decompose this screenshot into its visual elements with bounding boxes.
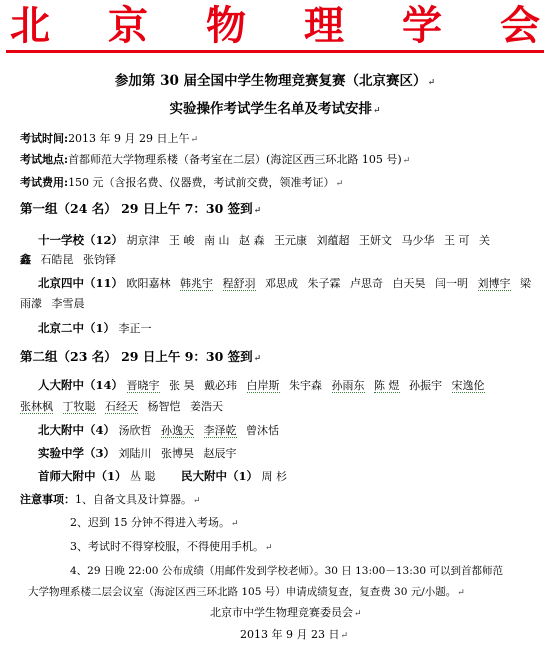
student-name: 张 昊 bbox=[169, 379, 195, 392]
student-name: 汤欣哲 bbox=[118, 424, 152, 437]
student-name: 刘博宇 bbox=[477, 277, 511, 290]
school-row-continued bbox=[20, 399, 229, 415]
student-name: 石经天 bbox=[105, 400, 138, 413]
document-title: 参加第 30 届全国中学生物理竞赛复赛（北京赛区）↵ bbox=[114, 73, 436, 89]
student-name: 曾沐恬 bbox=[246, 424, 280, 437]
school-row: 实验中学（3） 刘陆川 张博昊 赵辰宇 bbox=[38, 446, 237, 460]
student-name: 张博昊 bbox=[161, 447, 195, 460]
title-char: 北 bbox=[10, 3, 50, 49]
student-name: 石皓昆 bbox=[40, 253, 74, 266]
student-name: 孙雨东 bbox=[331, 379, 365, 392]
student-name: 胡京津 bbox=[126, 234, 160, 247]
student-name: 邓思成 bbox=[265, 277, 299, 290]
student-name: 宋逸伦 bbox=[451, 379, 485, 392]
student-name: 赵辰宇 bbox=[203, 447, 237, 460]
student-name: 白天昊 bbox=[392, 277, 426, 290]
student-name: 鑫 bbox=[20, 253, 31, 266]
student-name: 雨濛 bbox=[20, 297, 42, 310]
student-name: 姜浩天 bbox=[190, 400, 223, 413]
notes-item: 3、考试时不得穿校服，不得使用手机。↵ bbox=[70, 540, 273, 553]
student-name: 孙逸天 bbox=[161, 424, 195, 437]
school-row-continued bbox=[20, 296, 91, 312]
student-name: 丛 聪 bbox=[130, 470, 156, 483]
student-name: 程舒羽 bbox=[222, 277, 256, 290]
student-name: 周 杉 bbox=[261, 470, 288, 483]
exam-fee: 考试费用:150 元（含报名费、仪器费，考试前交费，领准考证）↵ bbox=[20, 176, 344, 189]
student-name: 刘陆川 bbox=[118, 447, 152, 460]
student-name: 南 山 bbox=[204, 234, 230, 247]
student-name: 晋晓宇 bbox=[126, 379, 160, 392]
header-divider bbox=[6, 50, 544, 53]
student-name: 白岸斯 bbox=[246, 379, 280, 392]
school-row: 北京二中（1） 李正一 bbox=[38, 321, 152, 335]
student-name: 马少华 bbox=[401, 234, 435, 247]
student-name: 韩兆宇 bbox=[180, 277, 214, 290]
student-name: 王妍文 bbox=[359, 234, 393, 247]
student-name: 陈 煜 bbox=[374, 379, 400, 392]
student-name: 王 峻 bbox=[169, 234, 195, 247]
school-row: 北京四中（11） 欧阳嘉林 韩兆宇 程舒羽 邓思成 朱子霖 卢思奇 白天昊 闫一明 刘博宇 梁 bbox=[38, 276, 532, 290]
student-name: 张林枫 bbox=[20, 400, 53, 413]
student-name: 孙振宇 bbox=[409, 379, 443, 392]
title-char: 理 bbox=[304, 3, 344, 49]
student-name: 李雪晨 bbox=[51, 297, 85, 310]
school-row: 首师大附中（1） 丛 聪 民大附中（1） 周 杉 bbox=[38, 469, 288, 483]
student-name: 王元康 bbox=[274, 234, 308, 247]
student-name: 梁 bbox=[520, 277, 532, 290]
student-name: 刘蕴超 bbox=[316, 234, 350, 247]
student-name: 丁牧聪 bbox=[62, 400, 96, 413]
exam-place: 考试地点:首都师范大学物理系楼（备考室在二层）(海淀区西三环北路 105 号)↵ bbox=[20, 153, 411, 166]
title-char: 学 bbox=[402, 3, 442, 49]
student-name: 李正一 bbox=[118, 322, 152, 335]
notes-item: 2、迟到 15 分钟不得进入考场。↵ bbox=[70, 516, 239, 529]
school-row: 北大附中（4） 汤欣哲 孙逸天 李泽乾 曾沐恬 bbox=[38, 423, 280, 437]
notes-item: 4、29 日晚 22:00 公布成绩（用邮件发到学校老师）。30 日 13:00－13:30 可以到首都师范 bbox=[70, 565, 503, 577]
student-name: 卢思奇 bbox=[350, 277, 384, 290]
group1-heading: 第一组（24 名） 29 日上午 7：30 签到↵ bbox=[20, 201, 262, 216]
student-name: 闫一明 bbox=[435, 277, 469, 290]
notes-item-continued: 大学物理系楼二层会议室（海淀区西三环北路 105 号）申请成绩复查，复查费 30 元/小题。↵ bbox=[28, 586, 465, 598]
student-name: 欧阳嘉林 bbox=[126, 277, 171, 290]
exam-time: 考试时间:2013 年 9 月 29 日上午↵ bbox=[20, 132, 199, 145]
title-char: 会 bbox=[500, 3, 540, 49]
document-subtitle: 实验操作考试学生名单及考试安排↵ bbox=[169, 101, 381, 117]
student-name: 朱子霖 bbox=[307, 277, 341, 290]
footer-organization: 北京市中学生物理竞赛委员会↵ bbox=[210, 606, 362, 619]
student-name: 朱宇森 bbox=[289, 379, 323, 392]
group2-heading: 第二组（23 名） 29 日上午 9：30 签到↵ bbox=[20, 349, 262, 364]
notes-item: 注意事项：1、自备文具及计算器。↵ bbox=[20, 493, 201, 506]
title-char: 京 bbox=[108, 3, 148, 49]
student-name: 杨智恺 bbox=[147, 400, 181, 413]
student-name: 戴必玮 bbox=[204, 379, 238, 392]
page-header bbox=[0, 0, 550, 58]
student-name: 王 可 bbox=[444, 234, 470, 247]
student-name: 关 bbox=[479, 234, 491, 247]
organization-title bbox=[10, 4, 540, 48]
school-row: 十一学校（12） 胡京津 王 峻 南 山 赵 森 王元康 刘蕴超 王妍文 马少华 王 可 关 bbox=[38, 233, 491, 247]
student-name: 李泽乾 bbox=[203, 424, 237, 437]
student-name: 张钧铎 bbox=[83, 253, 116, 266]
title-char: 物 bbox=[206, 3, 246, 49]
footer-date: 2013 年 9 月 23 日↵ bbox=[240, 628, 349, 641]
school-row: 人大附中（14） 晋晓宇 张 昊 戴必玮 白岸斯 朱宇森 孙雨东 陈 煜 孙振宇 宋逸伦 bbox=[38, 378, 485, 392]
student-name: 赵 森 bbox=[239, 234, 265, 247]
school-row-continued bbox=[20, 252, 122, 268]
